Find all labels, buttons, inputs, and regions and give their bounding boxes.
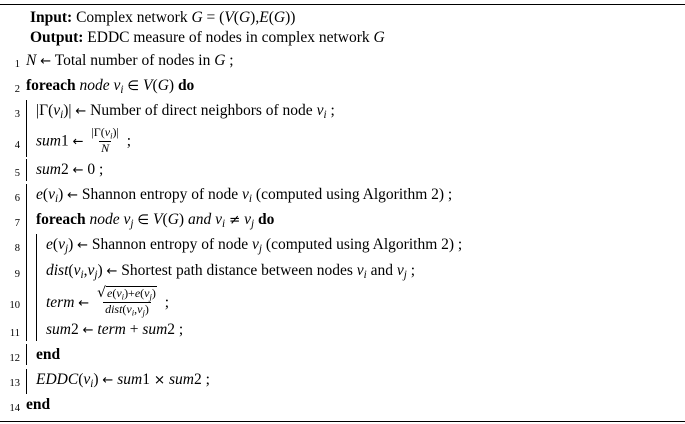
line-content [22, 394, 685, 415]
fraction-sum1: $\frac{|\Gamma(v_i)|}{N}$ [91, 125, 119, 156]
line-content [22, 209, 685, 234]
line-content [22, 125, 685, 157]
indent-bar-level2 [36, 260, 37, 285]
line-content [22, 344, 685, 365]
indent-bar-level2 [36, 234, 37, 259]
line-number: 7 [14, 218, 20, 230]
line-content [22, 234, 685, 259]
output-line [0, 28, 685, 48]
indent-bar-level1 [26, 319, 27, 341]
indent-bar-level2 [36, 319, 37, 341]
line-text: $EDDC(v_i)$ ← sum1 × sum2 ; [36, 371, 210, 391]
algorithm-lines [0, 50, 685, 419]
line-content [22, 285, 685, 319]
line-content [22, 369, 685, 394]
line-content [22, 184, 685, 209]
indent-bar-level2 [36, 285, 37, 319]
input-text: Complex network G = (V(G),E(G)) [76, 9, 296, 26]
algorithm-line-7 [0, 209, 685, 234]
algorithm-line-6 [0, 184, 685, 209]
line-number: 4 [14, 140, 20, 152]
line-text: end [36, 346, 61, 364]
algorithm-line-9 [0, 260, 685, 285]
output-label: Output: [30, 29, 84, 46]
line-content [22, 75, 685, 100]
algorithm-line-5 [0, 159, 685, 184]
fraction-term: √ $e(v_i)+e(v_j)$ $dist(v_i,v_j)$ [97, 284, 156, 318]
algorithm-line-12 [0, 344, 685, 369]
algorithm-line-4 [0, 125, 685, 159]
algorithm-line-13 [0, 369, 685, 394]
line-number: 10 [9, 299, 20, 311]
line-number: 11 [9, 328, 20, 340]
line-content [22, 50, 685, 72]
indent-bar-level1 [26, 125, 27, 157]
line-content [22, 159, 685, 181]
indent-bar-level1 [26, 369, 27, 394]
indent-bar-level1 [26, 260, 27, 285]
algorithm-line-14 [0, 394, 685, 419]
line-number: 5 [14, 168, 20, 180]
line-content [22, 260, 685, 285]
algorithm-line-1 [0, 50, 685, 75]
line-text: sum1 ← $\frac{|\Gamma(v_i)|}{N}$ ; [36, 125, 132, 156]
line-number: 12 [9, 353, 20, 365]
input-line [0, 8, 685, 28]
line-number: 13 [9, 378, 20, 390]
line-content [22, 319, 685, 341]
indent-bar-level1 [26, 234, 27, 259]
line-text: term ← √ $e(v_i)+e(v_j)$ $dist(v_i,v_j)$ ; [46, 284, 170, 318]
line-text: $e(v_j)$ ← Shannon entropy of node $v_j$ (computed using Algorithm 2) ; [46, 236, 463, 256]
line-text: $|\Gamma(v_i)|$ ← Number of direct neighbors of node $v_i$ ; [36, 102, 335, 122]
line-text: $e(v_i)$ ← Shannon entropy of node $v_i$ (computed using Algorithm 2) ; [36, 186, 453, 206]
algorithm-body [0, 5, 685, 421]
line-number: 14 [9, 403, 20, 415]
indent-bar-level1 [26, 344, 27, 365]
indent-bar-level1 [26, 285, 27, 319]
line-text: end [26, 396, 51, 414]
indent-bar-level1 [26, 159, 27, 181]
line-number: 3 [14, 109, 20, 121]
line-number: 8 [14, 243, 20, 255]
line-text: foreach node $v_j$ ∈ V(G) and $v_i \ne v_j$ do [36, 211, 275, 231]
indent-bar-level1 [26, 209, 27, 234]
indent-bar-level1 [26, 184, 27, 209]
output-text: EDDC measure of nodes in complex network G [87, 29, 385, 46]
line-number: 2 [14, 84, 20, 95]
line-number: 1 [14, 59, 20, 70]
algorithm-line-3 [0, 100, 685, 125]
algorithm-line-10 [0, 285, 685, 319]
algorithm-line-2 [0, 75, 685, 100]
indent-bar-level1 [26, 100, 27, 125]
line-text: foreach node $v_i$ ∈ V(G) do [26, 77, 195, 97]
line-number: 6 [14, 193, 20, 205]
line-text: $dist(v_i,v_j)$ ← Shortest path distance between nodes $v_i$ and $v_j$ ; [46, 261, 416, 281]
algorithm-line-11 [0, 319, 685, 344]
line-content [22, 100, 685, 125]
bottom-rule [0, 421, 685, 422]
sqrt-expression: √ $e(v_i)+e(v_j)$ [97, 284, 156, 302]
line-text: sum2 ← 0 ; [36, 161, 104, 179]
input-label: Input: [30, 9, 73, 26]
algorithm-block [0, 4, 685, 424]
line-text: sum2 ← term + sum2 ; [46, 321, 184, 339]
algorithm-line-8 [0, 234, 685, 259]
line-text: N ← Total number of nodes in G ; [26, 52, 234, 69]
line-number: 9 [14, 268, 20, 280]
